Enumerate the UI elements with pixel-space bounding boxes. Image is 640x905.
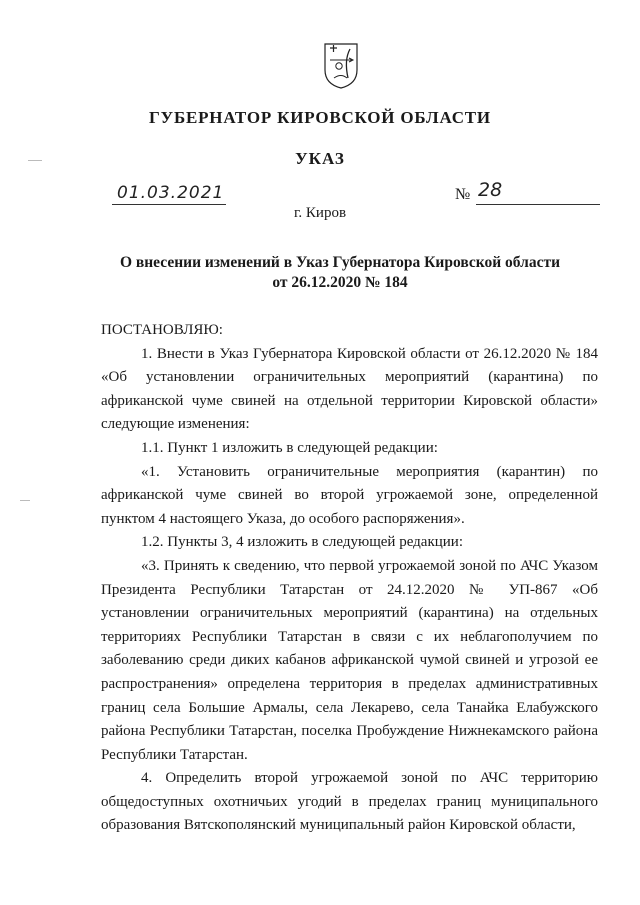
issuer-title: ГУБЕРНАТОР КИРОВСКОЙ ОБЛАСТИ: [149, 108, 491, 127]
paragraph-4-text: 4. Определить второй угрожаемой зоной по АЧС территорию общедоступных охотничьих угодий в пределах границ муниципального образования Вятскополянский муниципальный район Кировской области,: [101, 770, 598, 834]
scan-artifact: [20, 500, 30, 501]
scan-artifact: [28, 160, 42, 161]
document-body: [101, 319, 598, 838]
paragraph-1: 1. Внести в Указ Губернатора Кировской области от 26.12.2020 № 184 «Об установлении ограничительных мероприятий (карантина) по африканской чуме свиней на отдельной территории Кировской области» следующие изменения:: [101, 345, 598, 433]
coat-of-arms-icon: [322, 40, 360, 90]
number-label: №: [455, 186, 471, 203]
document-type: УКАЗ: [295, 149, 345, 168]
city: г. Киров: [293, 205, 347, 221]
paragraph-1-1: 1.1. Пункт 1 изложить в следующей редакции:: [141, 439, 438, 456]
decree-word: ПОСТАНОВЛЯЮ:: [101, 322, 223, 338]
paragraph-3-text: «3. Принять к сведению, что первой угрожаемой зоной по АЧС Указом Президента Республики Татарстан от 24.12.2020 № УП-867 «Об установлении ограничительных мероприятий (карантина) на отдельных территориях Республики Татарстан в связи с их неблагополучием по заболеванию среди диких кабанов африканской чумой свиней и угрозой ее распространения» определена территория в пределах административных границ села Большие Армалы, села Лекарево, села Танайка Елабужского района Республики Татарстан, поселка Пробуждение Нижнекамского района Республики Татарстан.: [101, 557, 598, 763]
subject-line-2: от 26.12.2020 № 184: [272, 274, 408, 291]
document-subject: [100, 253, 580, 293]
document-number: 28: [478, 179, 503, 201]
paragraph-1-1-text: «1. Установить ограничительные мероприятия (карантин) по африканской чуме свиней во второй угрожаемой зоне, определенной пунктом 4 настоящего Указа, до особого распоряжения».: [101, 463, 598, 527]
subject-line-1: О внесении изменений в Указ Губернатора Кировской области: [119, 254, 561, 271]
document-date: 01.03.2021: [117, 183, 225, 203]
paragraph-1-2: 1.2. Пункты 3, 4 изложить в следующей редакции:: [141, 534, 463, 551]
